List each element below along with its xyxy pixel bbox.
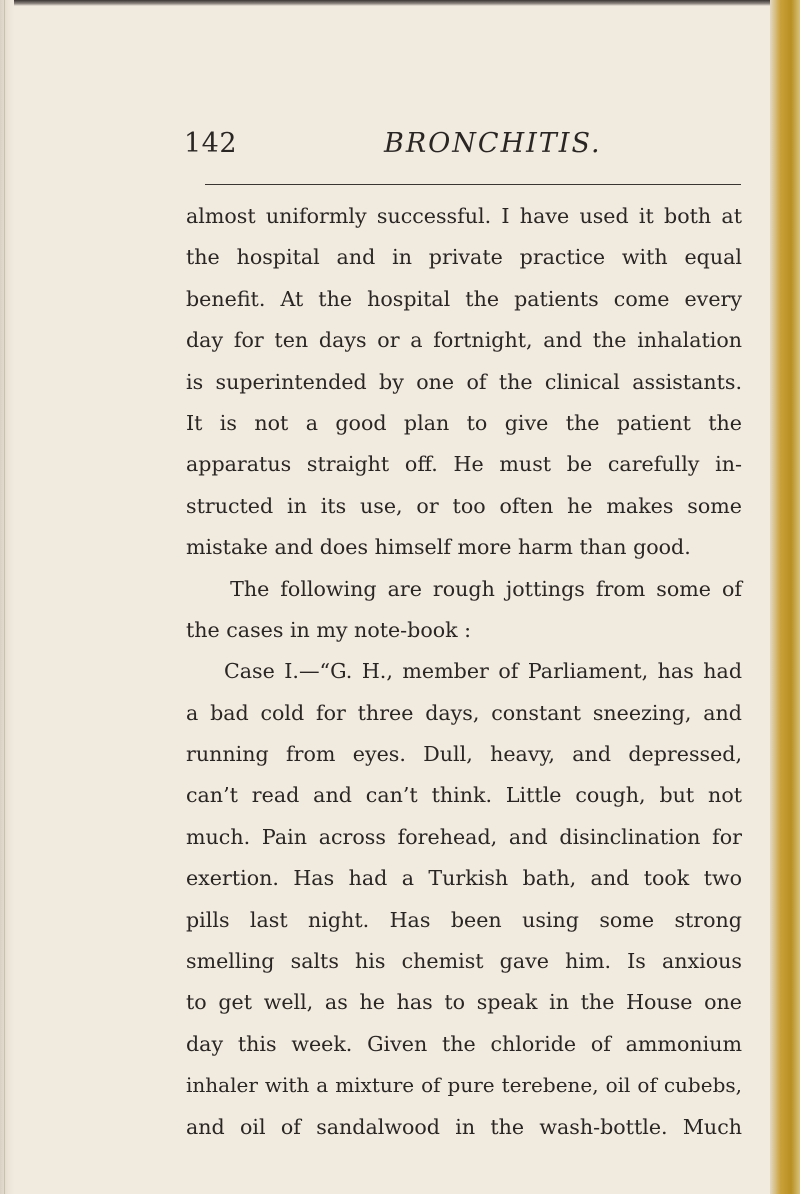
text-line: benefit. At the hospital the patients come every <box>186 286 742 311</box>
text-line: Case I.—“G. H., member of Parliament, has had <box>186 659 742 684</box>
book-gutter <box>0 0 14 1194</box>
page-number: 142 <box>184 128 238 159</box>
gilt-page-edge <box>770 0 800 1194</box>
text-line: inhaler with a mixture of pure terebene, oil of cubebs, <box>186 1073 742 1098</box>
text-line: is superintended by one of the clinical assistants. <box>186 369 742 394</box>
text-line: pills last night. Has been using some strong <box>186 907 742 932</box>
running-head: BRONCHITIS. <box>384 128 602 159</box>
text-line: much. Pain across forehead, and disinclination for <box>186 824 742 849</box>
text-line: the cases in my note-book : <box>186 617 472 642</box>
text-line: day this week. Given the chloride of ammonium <box>186 1031 742 1056</box>
text-line: The following are rough jottings from some of <box>186 576 742 601</box>
text-line: mistake and does himself more harm than good. <box>186 535 691 560</box>
text-line: structed in its use, or too often he makes some <box>186 493 742 518</box>
text-line: day for ten days or a fortnight, and the inhalation <box>186 328 742 353</box>
text-line: exertion. Has had a Turkish bath, and took two <box>186 866 742 891</box>
text-line: the hospital and in private practice with equal <box>186 245 742 270</box>
body-text <box>186 196 742 1148</box>
text-line: running from eyes. Dull, heavy, and depressed, <box>186 742 742 767</box>
page-header <box>184 128 744 168</box>
text-line: a bad cold for three days, constant sneezing, and <box>186 700 742 725</box>
page-top-shadow <box>0 0 800 6</box>
text-line: and oil of sandalwood in the wash-bottle. Much <box>186 1114 742 1139</box>
text-line: almost uniformly successful. I have used it both at <box>186 204 742 228</box>
text-line: can’t read and can’t think. Little cough, but not <box>186 783 742 808</box>
header-rule <box>205 184 741 185</box>
text-line: It is not a good plan to give the patient the <box>186 410 742 435</box>
text-line: smelling salts his chemist gave him. Is anxious <box>186 949 742 974</box>
text-line: apparatus straight off. He must be carefully in- <box>186 452 742 477</box>
text-line: to get well, as he has to speak in the House one <box>186 990 742 1015</box>
